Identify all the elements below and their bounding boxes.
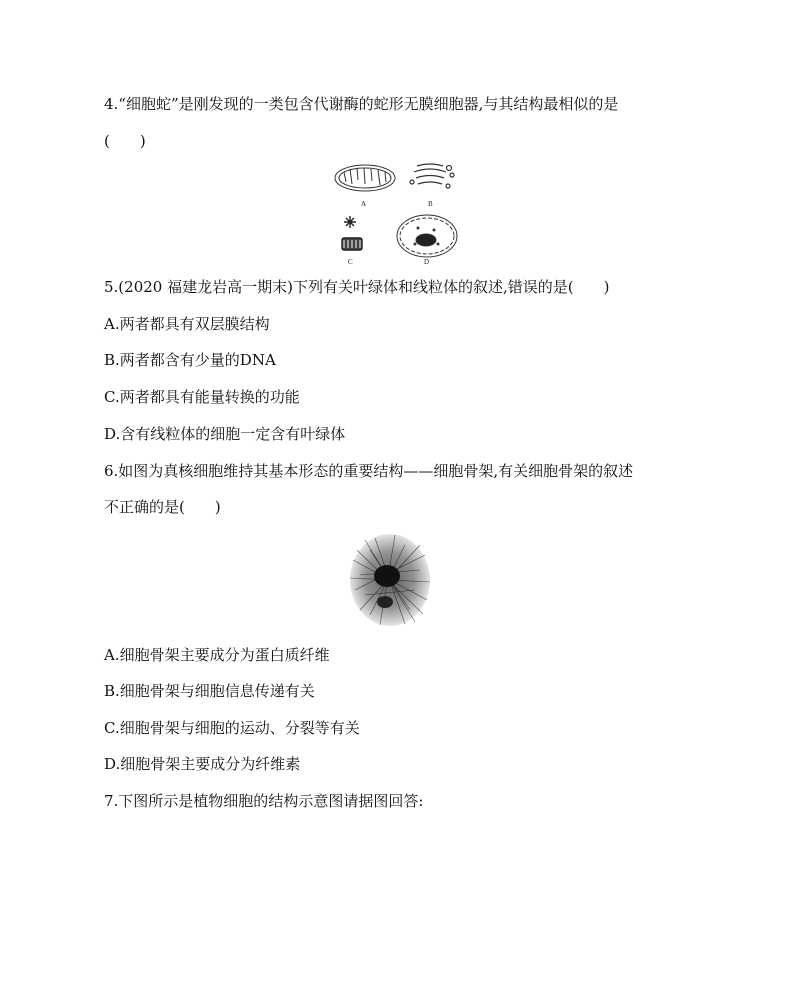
q5-option-d: D.含有线粒体的细胞一定含有叶绿体 bbox=[104, 425, 346, 443]
q5-option-c: C.两者都具有能量转换的功能 bbox=[104, 388, 300, 406]
q6-option-a: A.细胞骨架主要成分为蛋白质纤维 bbox=[104, 646, 330, 664]
q5-option-a: A.两者都具有双层膜结构 bbox=[104, 315, 270, 333]
mitochondrion-drawing bbox=[335, 165, 395, 191]
q5-option-b: B.两者都含有少量的DNA bbox=[104, 351, 276, 369]
q6-stem-line-2: 不正确的是( ) bbox=[104, 498, 221, 516]
q5-stem: 5.(2020 福建龙岩高一期末)下列有关叶绿体和线粒体的叙述,错误的是( ) bbox=[104, 278, 610, 296]
q6-stem-line-1: 6.如图为真核细胞维持其基本形态的重要结构——细胞骨架,有关细胞骨架的叙述 bbox=[104, 462, 634, 480]
q7-stem: 7.下图所示是植物细胞的结构示意图请据图回答: bbox=[104, 792, 424, 810]
organelle-diagram bbox=[330, 160, 465, 270]
q4-organelle-figure bbox=[330, 160, 465, 270]
nucleus-drawing bbox=[397, 215, 457, 257]
centriole-drawing bbox=[342, 216, 362, 250]
q4-answer-blank: ( ) bbox=[104, 132, 146, 150]
figure-label-b: B bbox=[428, 200, 433, 208]
q6-option-d: D.细胞骨架主要成分为纤维素 bbox=[104, 755, 301, 773]
cytoskeleton-figure bbox=[345, 530, 435, 630]
cytoskeleton-image bbox=[345, 530, 435, 630]
q4-stem: 4.“细胞蛇”是刚发现的一类包含代谢酶的蛇形无膜细胞器,与其结构最相似的是 bbox=[104, 95, 619, 113]
figure-label-d: D bbox=[424, 258, 430, 266]
q6-option-b: B.细胞骨架与细胞信息传递有关 bbox=[104, 682, 315, 700]
figure-label-c: C bbox=[348, 258, 353, 266]
figure-label-a: A bbox=[361, 200, 367, 208]
q6-option-c: C.细胞骨架与细胞的运动、分裂等有关 bbox=[104, 719, 360, 737]
golgi-drawing bbox=[410, 164, 454, 188]
